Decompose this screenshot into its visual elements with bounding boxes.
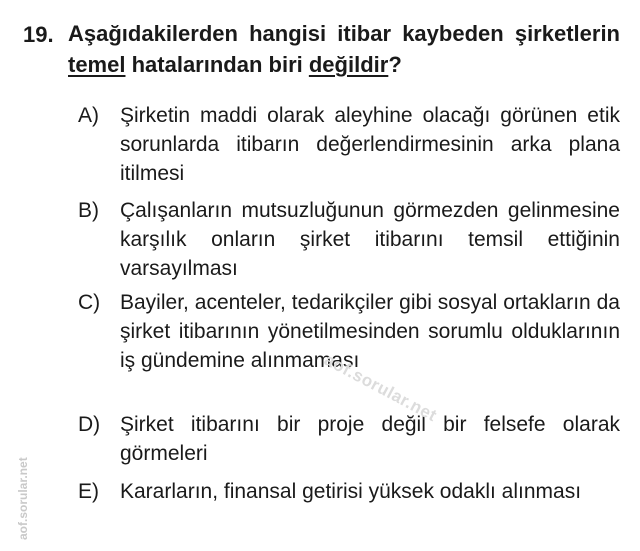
stem-question-mark: ? [388,52,402,77]
watermark-side: aof.sorular.net [16,457,30,540]
option-text: Şirket itibarını bir proje değil bir felsefe olarak görmeleri [120,413,620,465]
stem-text: Aşağıdakilerden hangisi itibar kaybeden şirketlerin [68,21,620,46]
watermark-center: aof.sorular.net [321,350,441,426]
option-d[interactable] [78,410,620,468]
option-text: Çalışanların mutsuzluğunun görmezden gelinmesine karşılık onların şirket itibarını temsil ettiğinin varsayılması [120,199,620,280]
option-text: Kararların, finansal getirisi yüksek odaklı alınması [120,480,582,503]
option-letter: A) [78,104,99,127]
option-e[interactable] [78,477,620,506]
option-c[interactable] [78,288,620,375]
question-stem [68,18,620,80]
option-letter: E) [78,480,99,503]
stem-emphasis-degildir: değildir [308,52,389,77]
option-a[interactable] [78,101,620,188]
option-letter: B) [78,199,99,222]
option-text: Şirketin maddi olarak aleyhine olacağı görünen etik sorunlarda itibarın değerlendirmesinin arka plana itilmesi [120,104,620,185]
option-letter: D) [78,413,101,436]
option-b[interactable] [78,196,620,283]
stem-text: hatalarından biri [125,52,309,77]
question-number: 19. [23,22,54,47]
option-letter: C) [78,291,101,314]
option-text: Bayiler, acenteler, tedarikçiler gibi sosyal ortakların da şirket itibarının yönetilmesinden sorumlu olduklarının iş gündemine alınmaması [120,291,620,372]
stem-emphasis-temel: temel [68,52,126,77]
